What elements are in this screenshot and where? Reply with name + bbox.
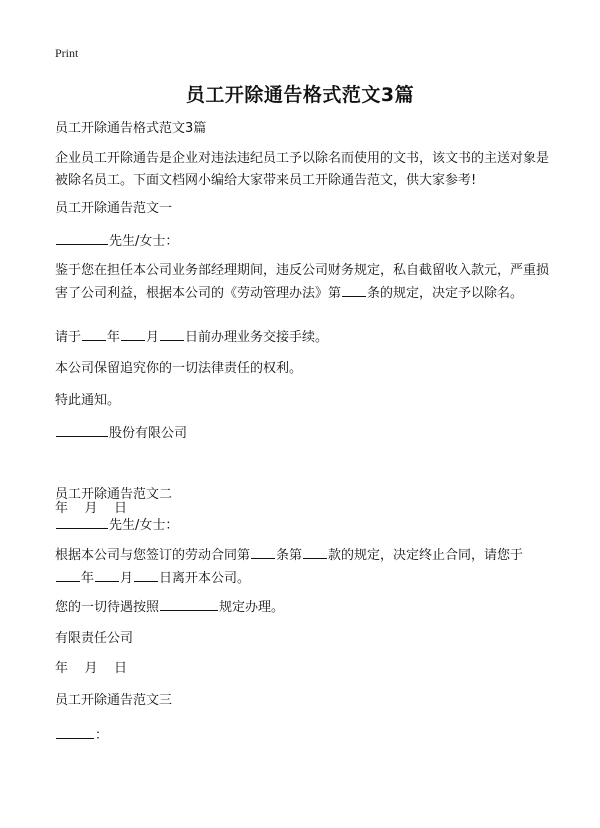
sample1-reserve-block: [55, 358, 555, 380]
sample2-month: 月: [120, 571, 134, 586]
sample2-para-b: 条第: [276, 548, 303, 563]
sample3-heading-block: [55, 690, 555, 712]
sample2-year: 年: [81, 571, 95, 586]
sample1-year: 年: [107, 330, 121, 345]
sample2-date-line-sign: 年 月 日: [55, 661, 128, 676]
sample1-company-line: [55, 422, 555, 445]
sample1-salutation-line: [55, 230, 555, 253]
sample2-para-line2: [55, 567, 555, 590]
intro-description: 企业员工开除通告是企业对违法违纪员工予以除名而使用的文书，该文书的主送对象是被除名员工。下面文档网小编给大家带来员工开除通告范文，供大家参考!: [55, 151, 550, 188]
sample1-para1-block: [55, 260, 555, 305]
sample1-heading: 员工开除通告范文一: [55, 201, 173, 216]
sample2-leave: 日离开本公司。: [159, 571, 251, 586]
intro-description-block: [55, 148, 555, 192]
sample1-para1-a: 鉴于您在担任本公司业务部经理期间，违反公司财务规定，私自截留收入款元，严重损害了公司利益，根据本公司的《劳动管理办法》第: [55, 263, 550, 301]
day-blank: [160, 326, 184, 341]
sample1-heading-block: [55, 198, 555, 220]
sample2-para-block: [55, 544, 555, 590]
sample1-date-line: [55, 326, 555, 349]
sample2-para-c: 款的规定，决定终止合同，请您于: [328, 548, 524, 563]
sample2-treatment-line: [55, 596, 555, 619]
sample1-month: 月: [146, 330, 160, 345]
sample1-company-block: [55, 422, 555, 445]
sample1-para1-b: 条的规定，决定予以除名。: [367, 286, 524, 301]
intro-subtitle-block: [55, 118, 555, 140]
sample1-salutation: 先生/女士：: [109, 234, 179, 249]
sample2-para-line1: [55, 544, 555, 567]
name-blank-3: [56, 724, 94, 739]
sample2-dateline-block: [55, 658, 555, 680]
sample1-date-prefix: 请于: [55, 330, 82, 345]
sample3-heading: 员工开除通告范文三: [55, 693, 173, 708]
sample2-heading-block: [55, 484, 555, 506]
sample3-salutation-line: [55, 724, 555, 747]
year-blank-2: [56, 567, 80, 582]
name-blank-2: [56, 514, 108, 529]
sample3-salutation: ：: [95, 728, 109, 743]
sample2-salutation: 先生/女士：: [109, 518, 179, 533]
sample2-heading: 员工开除通告范文二: [55, 487, 173, 502]
print-label[interactable]: Print: [55, 46, 79, 60]
sample1-reserve: 本公司保留追究你的一切法律责任的权利。: [55, 361, 303, 376]
sample1-date-suffix: 日前办理业务交接手续。: [185, 330, 329, 345]
sample1-date-line-sign: 年 月 日: [55, 501, 128, 516]
sample1-date-block: [55, 326, 555, 349]
company-name-blank: [56, 422, 108, 437]
sample2-company: 有限责任公司: [55, 631, 134, 646]
clause-blank: [303, 544, 327, 559]
sample2-para-a: 根据本公司与您签订的劳动合同第: [55, 548, 251, 563]
sample1-salutation-block: [55, 230, 555, 253]
article-blank: [342, 282, 366, 297]
sample1-notice-block: [55, 390, 555, 412]
name-blank: [56, 230, 108, 245]
document-title: 员工开除通告格式范文3篇: [185, 84, 415, 106]
sample2-treatment-b: 规定办理。: [219, 600, 285, 615]
sample2-treatment-block: [55, 596, 555, 619]
month-blank: [121, 326, 145, 341]
sample2-salutation-block: [55, 514, 555, 537]
sample2-salutation-line: [55, 514, 555, 537]
year-blank: [82, 326, 106, 341]
sample3-salutation-block: [55, 724, 555, 747]
sample2-treatment-a: 您的一切待遇按照: [55, 600, 160, 615]
article-blank-2: [251, 544, 275, 559]
month-blank-2: [95, 567, 119, 582]
intro-subtitle: 员工开除通告格式范文3篇: [55, 121, 207, 136]
sample2-company-block: [55, 628, 555, 650]
sample1-company: 股份有限公司: [109, 426, 188, 441]
sample1-notice: 特此通知。: [55, 393, 121, 408]
day-blank-2: [134, 567, 158, 582]
regulation-blank: [160, 596, 218, 611]
sample1-para1: [55, 260, 555, 305]
